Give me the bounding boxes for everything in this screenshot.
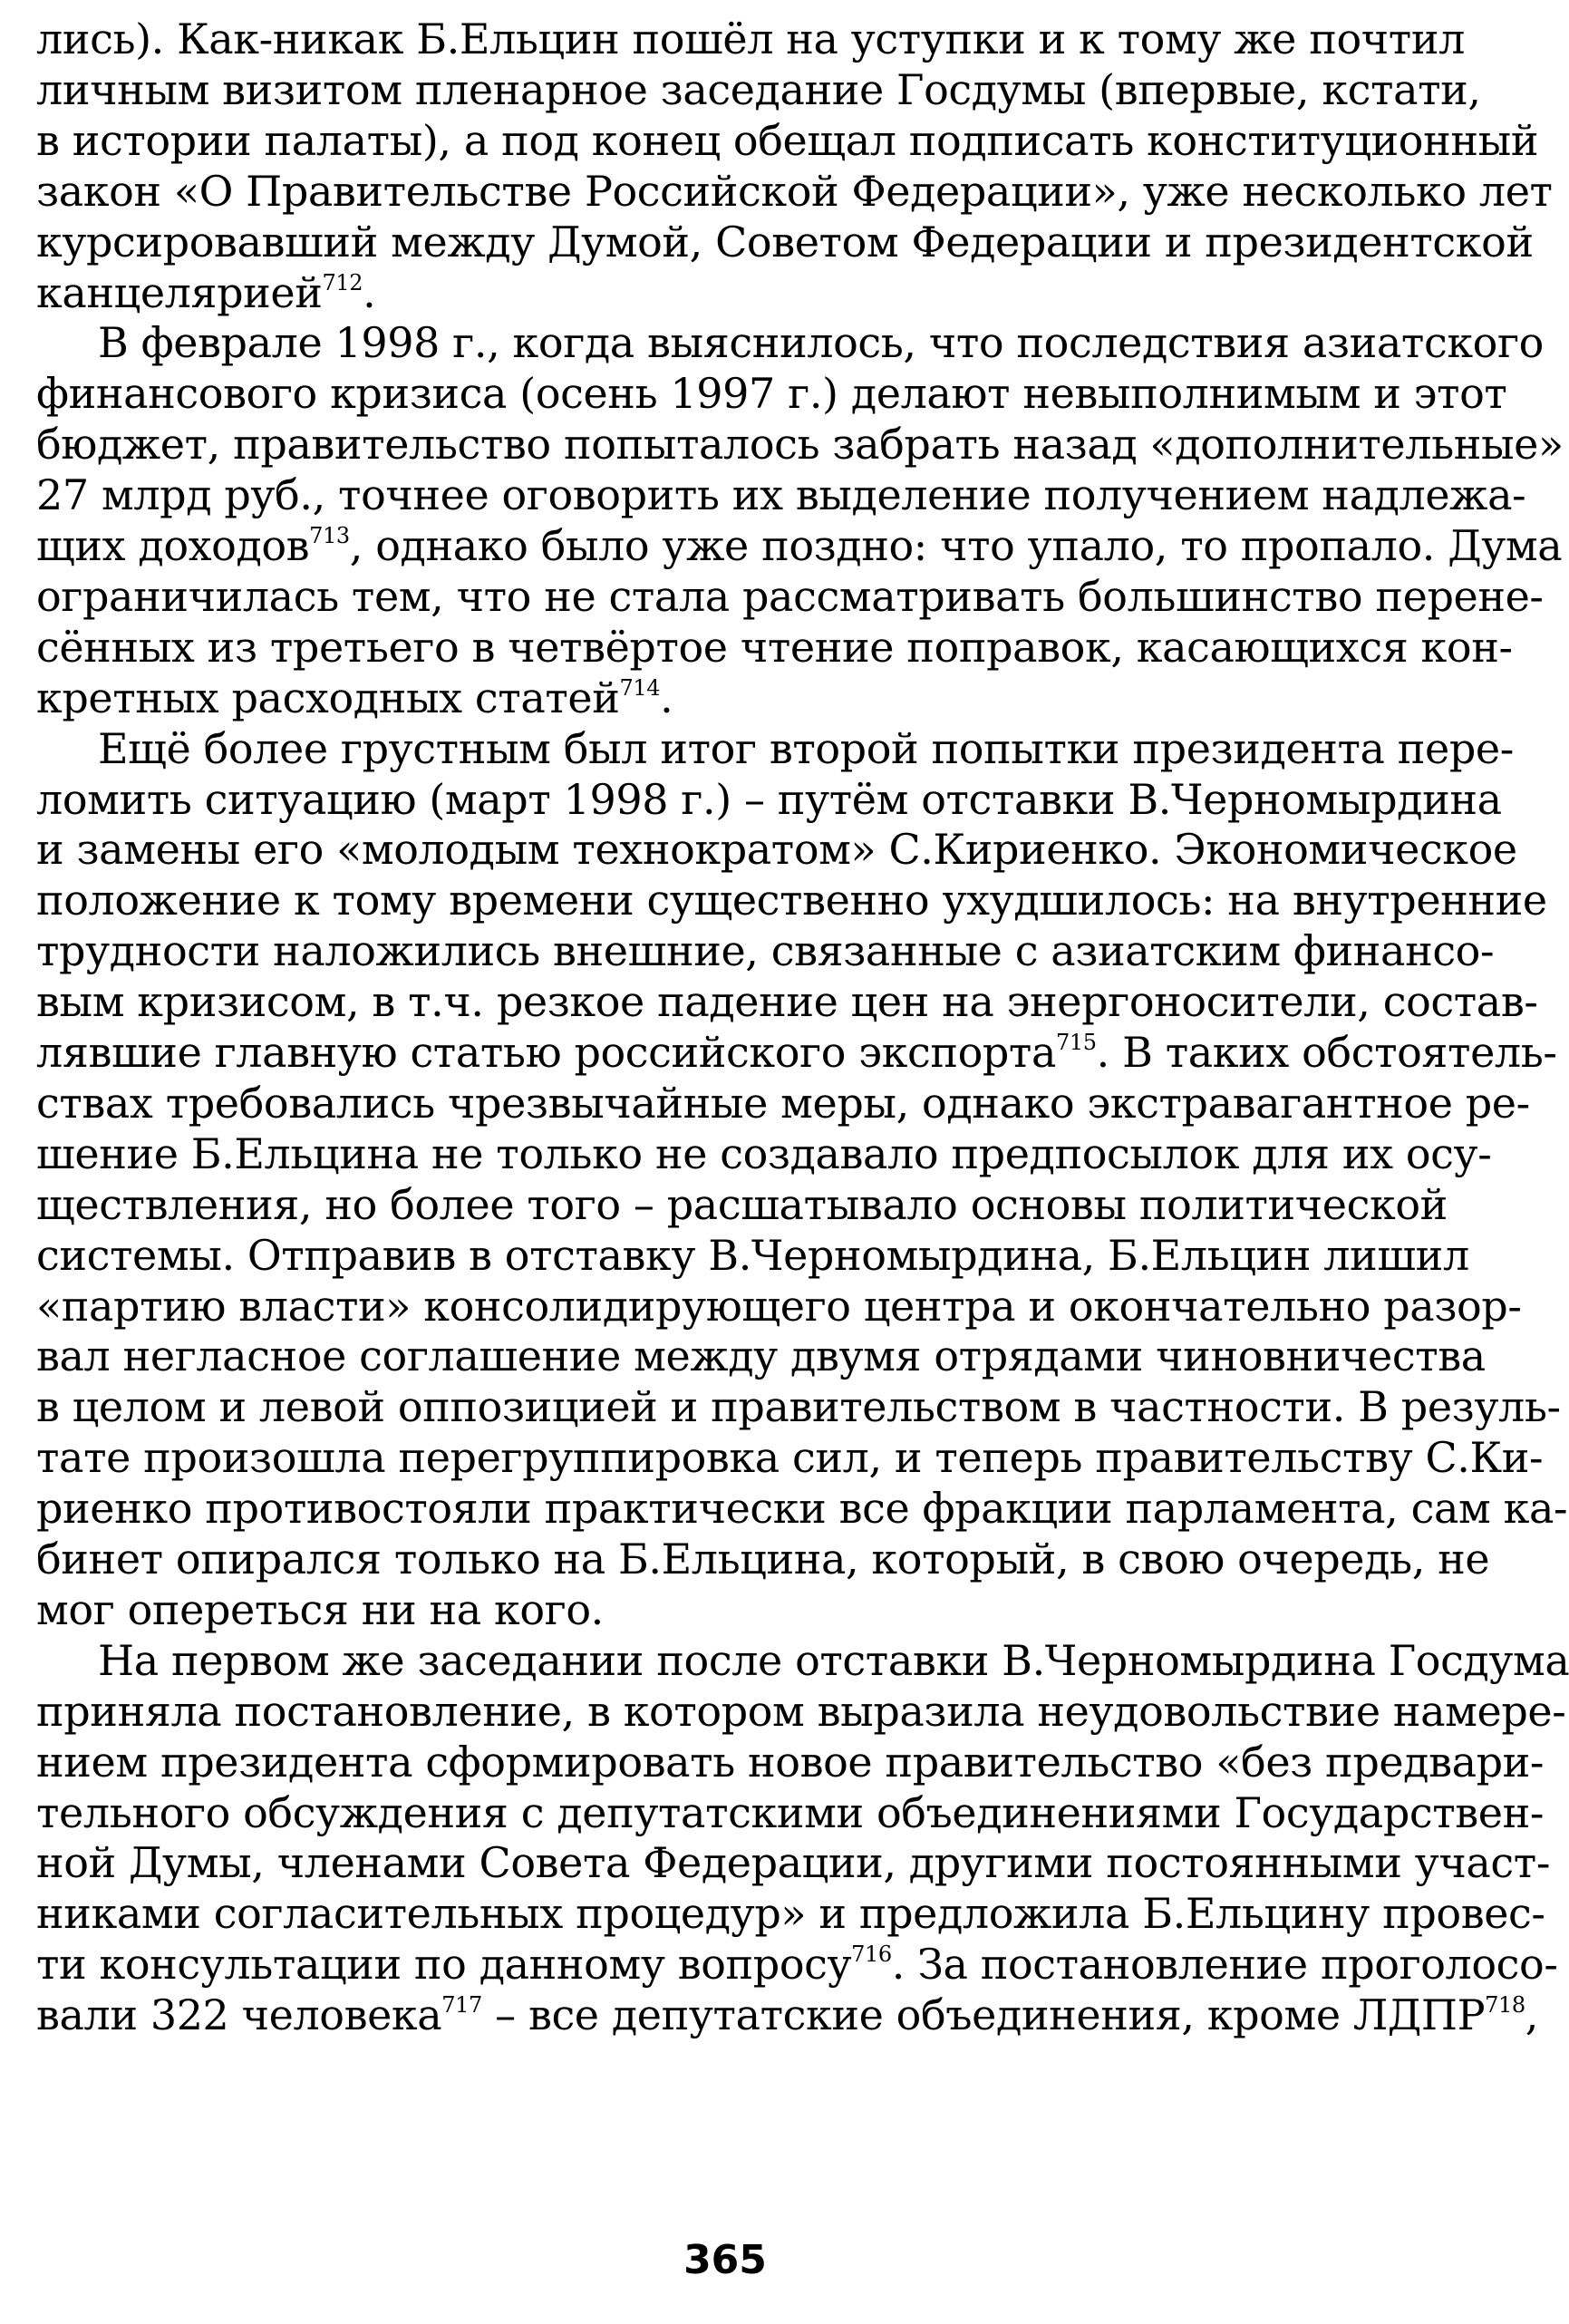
text-line: [36, 924, 1495, 978]
footnote-ref: 718: [1485, 1992, 1525, 2019]
line-text: бинет опирался только на Б.Ельцина, который, в свою очередь, не: [36, 1535, 1490, 1583]
line-text: трудности наложились внешние, связанные с азиатским финансо-: [36, 926, 1495, 976]
line-text: Ещё более грустным был итог второй попытки президента пере-: [98, 723, 1514, 773]
footnote-ref: 715: [1056, 1030, 1097, 1055]
text-line: [36, 1684, 1566, 1738]
line-text: канцелярией: [36, 267, 323, 317]
text-line: [98, 315, 1544, 370]
text-line: [36, 822, 1517, 876]
text-line: [36, 1481, 1568, 1535]
text-line: [36, 1735, 1545, 1789]
line-text: кретных расходных статей: [36, 673, 620, 722]
text-line: [36, 266, 1428, 320]
text-line: [36, 569, 1544, 624]
line-text: курсировавший между Думой, Советом Федерации и президентской: [36, 217, 1534, 266]
line-text: вали 322 человека: [36, 1990, 442, 2040]
line-text: бюджет, правительство попыталось забрать назад «дополнительные»: [36, 420, 1564, 470]
footnote-ref: 717: [441, 1992, 482, 2019]
line-text: «партию власти» консолидирующего центра и окончательно разор-: [36, 1281, 1522, 1331]
text-line: [36, 1988, 1538, 2042]
footnote-ref: 716: [851, 1942, 892, 1968]
line-text: нием президента сформировать новое правительство «без предвари-: [36, 1737, 1545, 1787]
footnote-ref: 714: [619, 674, 661, 701]
line-text: положение к тому времени существенно ухудшилось: на внутренние: [36, 876, 1547, 925]
line-text: ствах требовались чрезвычайные меры, однако экстравагантное ре-: [36, 1078, 1530, 1128]
text-line: [36, 113, 1539, 168]
line-text: вал негласное соглашение между двумя отрядами чиновничества: [36, 1331, 1486, 1381]
text-line: [36, 215, 1534, 269]
line-text: – все депутатские объединения, кроме ЛДПР: [481, 1990, 1486, 2040]
line-text: На первом же заседании после отставки В.Черномырдина Госдума: [98, 1635, 1569, 1685]
line-text: .: [660, 673, 673, 722]
line-text: шение Б.Ельцина не только не создавало предпосылок для их осу-: [36, 1128, 1492, 1178]
line-text: системы. Отправив в отставку В.Черномырдина, Б.Ельцин лишил: [36, 1230, 1469, 1280]
line-text: тате произошла перегруппировка сил, и теперь правительству С.Ки-: [36, 1433, 1544, 1483]
text-line: [36, 1786, 1545, 1840]
line-text: .: [363, 267, 376, 317]
text-line: [36, 1228, 1469, 1283]
line-text: ограничилась тем, что не стала рассматривать большинство перене-: [36, 571, 1544, 621]
text-line: [36, 63, 1481, 117]
text-line: [36, 1025, 1557, 1080]
text-line: [36, 1835, 1550, 1890]
text-line: [36, 974, 1538, 1029]
text-line: [36, 12, 1465, 66]
line-text: никами согласительных процедур» и предложила Б.Ельцину провес-: [36, 1889, 1545, 1939]
line-text: приняла постановление, в котором выразила неудовольствие намере-: [36, 1686, 1566, 1736]
line-text: ществления, но более того – расшатывало основы политической: [36, 1179, 1448, 1229]
line-text: мог опереться ни на кого.: [36, 1584, 604, 1634]
line-text: ти консультации по данному вопросу: [36, 1940, 852, 1990]
text-line: [36, 1329, 1486, 1383]
line-text: финансового кризиса (осень 1997 г.) делают невыполнимым и этот: [36, 369, 1507, 419]
text-line: [36, 671, 1428, 725]
line-text: . В таких обстоятель-: [1096, 1028, 1557, 1077]
text-line: [36, 1177, 1448, 1232]
line-text: щих доходов: [36, 521, 310, 570]
line-text: . За постановление проголосо-: [891, 1940, 1558, 1990]
line-text: , однако было уже поздно: что упало, то пропало. Дума: [349, 521, 1563, 570]
line-text: закон «О Правительстве Российской Федерации», уже несколько лет: [36, 166, 1553, 216]
line-text: В феврале 1998 г., когда выяснилось, что последствия азиатского: [98, 318, 1544, 368]
line-text: сённых из третьего в четвёртое чтение поправок, касающихся кон-: [36, 622, 1513, 672]
text-line: [36, 1380, 1561, 1434]
line-text: риенко противостояли практически все фракции парламента, сам ка-: [36, 1484, 1568, 1534]
text-line: [36, 1583, 1428, 1637]
line-text: и замены его «молодым технократом» С.Кириенко. Экономическое: [36, 825, 1517, 875]
text-line: [98, 721, 1514, 776]
text-line: [36, 1937, 1558, 1991]
line-text: лись). Как-никак Б.Ельцин пошёл на уступки и к тому же почтил: [36, 15, 1465, 63]
text-line: [98, 1633, 1569, 1688]
page-number: 365: [683, 2237, 767, 2283]
line-text: ной Думы, членами Совета Федерации, другими постоянными участ-: [36, 1838, 1550, 1888]
text-line: [36, 1279, 1522, 1333]
line-text: ломить ситуацию (март 1998 г.) – путём отставки В.Черномырдина: [36, 774, 1502, 824]
text-line: [36, 164, 1553, 218]
text-line: [36, 1886, 1545, 1941]
line-text: в истории палаты), а под конец обещал подписать конституционный: [36, 115, 1539, 165]
text-line: [36, 1127, 1492, 1181]
line-text: 27 млрд руб., точнее оговорить их выделение получением надлежа-: [36, 470, 1526, 520]
line-text: вым кризисом, в т.ч. резкое падение цен на энергоносители, состав-: [36, 977, 1538, 1027]
text-line: [36, 1532, 1490, 1586]
line-text: личным визитом пленарное заседание Госдумы (впервые, кстати,: [36, 64, 1481, 114]
text-line: [36, 468, 1526, 522]
text-line: [36, 772, 1502, 827]
line-text: в целом и левой оппозицией и правительством в частности. В резуль-: [36, 1382, 1561, 1432]
footnote-ref: 712: [322, 269, 363, 295]
text-line: [36, 873, 1547, 927]
line-text: тельного обсуждения с депутатскими объединениями Государствен-: [36, 1787, 1545, 1837]
text-line: [36, 518, 1563, 573]
text-line: [36, 1430, 1544, 1485]
text-line: [36, 366, 1507, 421]
line-text: ,: [1525, 1990, 1538, 2040]
text-line: [36, 1076, 1530, 1130]
text-line: [36, 620, 1513, 674]
line-text: лявшие главную статью российского экспорта: [36, 1028, 1057, 1077]
footnote-ref: 713: [309, 523, 350, 548]
text-line: [36, 417, 1564, 471]
